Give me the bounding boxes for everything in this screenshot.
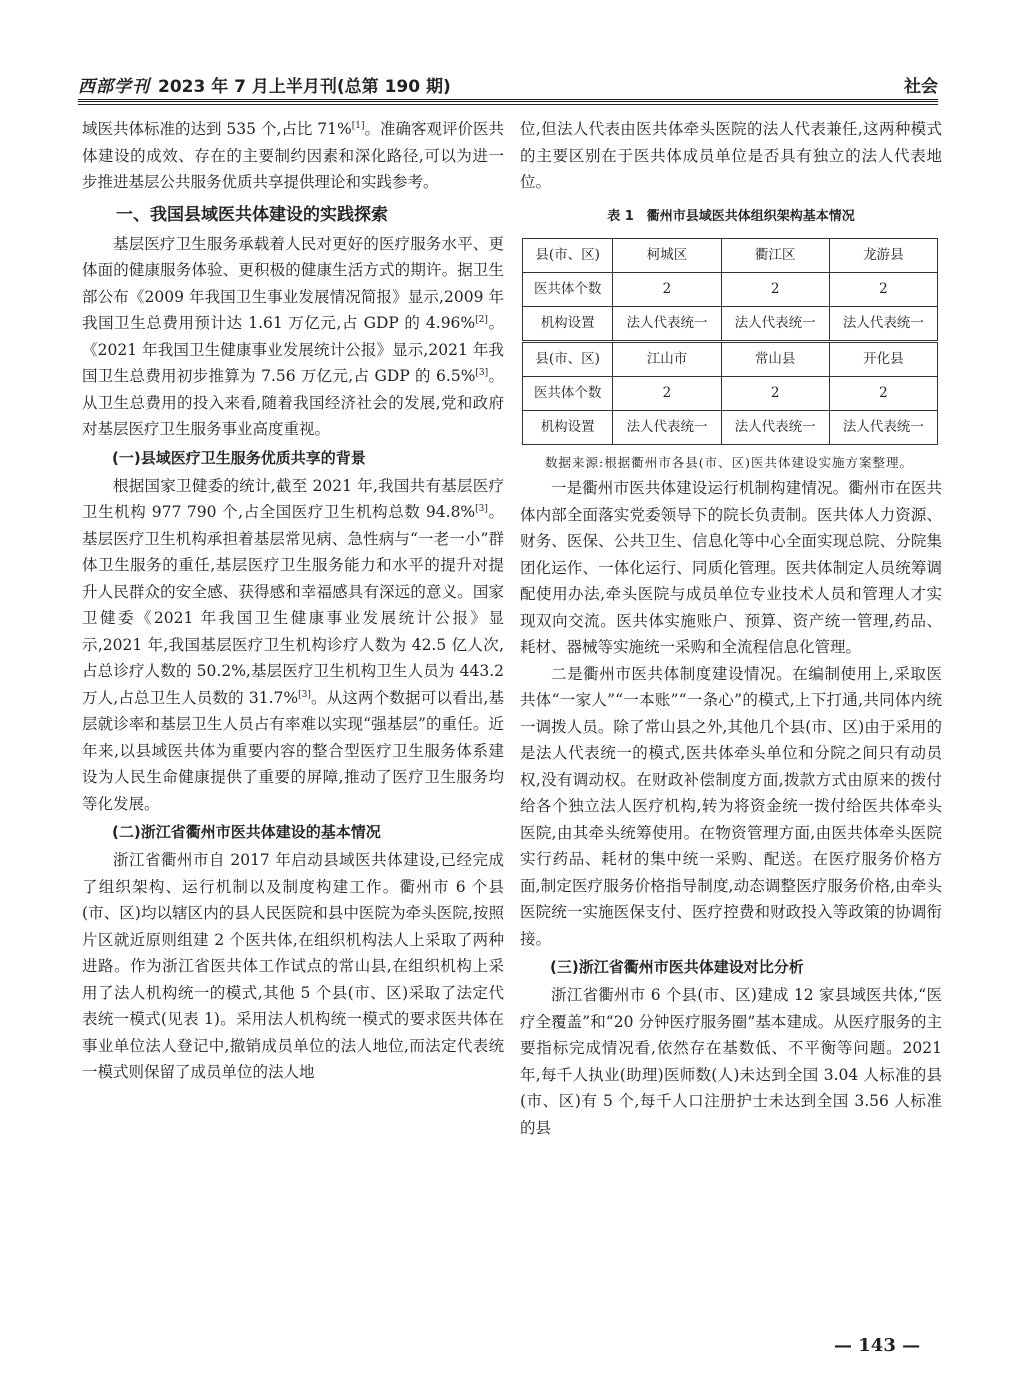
paragraph: 浙江省衢州市 6 个县(市、区)建成 12 家县域医共体,“医疗全覆盖”和“20 分钟医疗服务圈”基本建成。从医疗服务的主要指标完成情况看,依然存在基数低、不平衡等问题。2021 年,每千人执业(助理)医师数(人)未达到全国 3.04 人标准的县(市、区)有 5 个,每千人口注册护士未达到全国 3.56 人标准的县 bbox=[520, 986, 942, 1137]
right-column bbox=[520, 116, 942, 1141]
paragraph: 域医共体标准的达到 535 个,占比 71%[1]。准确客观评价医共体建设的成效、存在的主要制约因素和深化路径,可以为进一步推进基层公共服务优质共享提供理论和实践参考。 bbox=[82, 120, 505, 191]
table-row bbox=[523, 411, 938, 445]
data-table bbox=[522, 238, 938, 445]
running-header bbox=[78, 70, 938, 100]
table-row bbox=[523, 377, 938, 411]
table-cell: 法人代表统一 bbox=[721, 307, 829, 342]
table-cell: 县(市、区) bbox=[523, 342, 613, 377]
table-cell: 柯城区 bbox=[613, 239, 721, 273]
journal-name: 西部学刊 bbox=[78, 77, 150, 97]
subsection-heading: (二)浙江省衢州市医共体建设的基本情况 bbox=[112, 823, 381, 841]
table-cell: 县(市、区) bbox=[523, 239, 613, 273]
left-column bbox=[82, 116, 504, 1086]
table-cell: 2 bbox=[613, 273, 721, 307]
table-cell: 医共体个数 bbox=[523, 377, 613, 411]
citation: [3] bbox=[475, 367, 489, 378]
table-cell: 机构设置 bbox=[523, 411, 613, 445]
table-cell: 2 bbox=[721, 273, 829, 307]
table-cell: 2 bbox=[613, 377, 721, 411]
subsection-heading: (一)县域医疗卫生服务优质共享的背景 bbox=[112, 448, 366, 467]
paragraph: 位,但法人代表由医共体牵头医院的法人代表兼任,这两种模式的主要区别在于医共体成员单位是否具有独立的法人代表地位。 bbox=[520, 120, 942, 191]
table-source-note: 数据来源:根据衢州市各县(市、区)医共体建设实施方案整理。 bbox=[545, 455, 913, 470]
table-cell: 法人代表统一 bbox=[829, 307, 937, 342]
table-caption: 表 1 衢州市县域医共体组织架构基本情况 bbox=[607, 208, 855, 224]
table-row bbox=[523, 239, 938, 273]
header-rule bbox=[78, 99, 938, 105]
paragraph: 基层医疗卫生服务承载着人民对更好的医疗服务水平、更体面的健康服务体验、更积极的健康生活方式的期许。据卫生部公布《2009 年我国卫生事业发展情况简报》显示,2009 年我国卫生总费用预计达 1.61 万亿元,占 GDP 的 4.96%[2]。《2021 年我国卫生健康事业发展统计公报》显示,2021 年我国卫生总费用初步推算为 7.56 万亿元,占 GDP 的 6.5%[3]。从卫生总费用的投入来看,随着我国经济社会的发展,党和政府对基层医疗卫生服务事业高度重视。 bbox=[82, 234, 504, 438]
page-number: — 143 — bbox=[834, 1335, 921, 1356]
table-cell: 法人代表统一 bbox=[721, 411, 829, 445]
paragraph: 一是衢州市医共体建设运行机制构建情况。衢州市在医共体内部全面落实党委领导下的院长负责制。医共体人力资源、财务、医保、公共卫生、信息化等中心全面实现总院、分院集团化运作、一体化运行、同质化管理。医共体制定人员统筹调配使用办法,牵头医院与成员单位专业技术人员和管理人才实现双向交流。医共体实施账户、预算、资产统一管理,药品、耗材、器械等实施统一采购和全流程信息化管理。 bbox=[520, 479, 942, 656]
table-cell: 江山市 bbox=[613, 342, 721, 377]
citation: [1] bbox=[351, 120, 365, 131]
section-heading: 一、我国县域医共体建设的实践探索 bbox=[116, 204, 388, 225]
table-cell: 开化县 bbox=[829, 342, 937, 377]
table-cell: 衢江区 bbox=[721, 239, 829, 273]
issue-info: 2023 年 7 月上半月刊(总第 190 期) bbox=[158, 77, 451, 97]
table-cell: 常山县 bbox=[721, 342, 829, 377]
citation: [2] bbox=[475, 314, 488, 325]
table-row bbox=[523, 342, 938, 377]
table-cell: 法人代表统一 bbox=[829, 411, 937, 445]
citation: [3] bbox=[475, 503, 488, 514]
table-cell: 龙游县 bbox=[829, 239, 937, 273]
citation: [3] bbox=[298, 689, 311, 700]
paragraph: 二是衢州市医共体制度建设情况。在编制使用上,采取医共体“一家人”“一本账”“一条心”的模式,上下打通,共同体内统一调拨人员。除了常山县之外,其他几个县(市、区)由于采用的是法人代表统一的模式,医共体牵头单位和分院之间只有动员权,没有调动权。在财政补偿制度方面,拨款方式由原来的拨付给各个独立法人医疗机构,转为将资金统一拨付给医共体牵头医院,由其牵头统筹使用。在物资管理方面,由医共体牵头医院实行药品、耗材的集中统一采购、配送。在医疗服务价格方面,制定医疗服务价格指导制度,动态调整医疗服务价格,由牵头医院统一实施医保支付、医疗控费和财政投入等政策的协调衔接。 bbox=[520, 664, 942, 948]
subsection-heading: (三)浙江省衢州市医共体建设对比分析 bbox=[550, 958, 804, 976]
table-row bbox=[523, 273, 938, 307]
table-cell: 医共体个数 bbox=[523, 273, 613, 307]
table-cell: 法人代表统一 bbox=[613, 307, 721, 342]
table-cell: 法人代表统一 bbox=[613, 411, 721, 445]
table-cell: 2 bbox=[829, 377, 937, 411]
section-name: 社会 bbox=[904, 77, 938, 97]
table-cell: 2 bbox=[829, 273, 937, 307]
paragraph: 根据国家卫健委的统计,截至 2021 年,我国共有基层医疗卫生机构 977 790 个,占全国医疗卫生机构总数 94.8%[3]。基层医疗卫生机构承担着基层常见病、急性病与“一老一小”群体卫生服务的重任,基层医疗卫生服务能力和水平的提升对提升人民群众的安全感、获得感和幸福感具有深远的意义。国家卫健委《2021 年我国卫生健康事业发展统计公报》显示,2021 年,我国基层医疗卫生机构诊疗人数为 42.5 亿人次,占总诊疗人数的 50.2%,基层医疗卫生机构卫生人员为 443.2 万人,占总卫生人员数的 31.7%[3]。从这两个数据可以看出,基层就诊率和基层卫生人员占有率难以实现“强基层”的重任。近年来,以县域医共体为重要内容的整合型医疗卫生服务体系建设为人民生命健康提供了重要的屏障,推动了医疗卫生服务均等化发展。 bbox=[82, 476, 504, 813]
paragraph: 浙江省衢州市自 2017 年启动县域医共体建设,已经完成了组织架构、运行机制以及制度构建工作。衢州市 6 个县(市、区)均以辖区内的县人民医院和县中医院为牵头医院,按照片区就近原则组建 2 个医共体,在组织机构法人上采取了两种进路。作为浙江省医共体工作试点的常山县,在组织机构上采用了法人机构统一的模式,其他 5 个县(市、区)采取了法定代表统一模式(见表 1)。采用法人机构统一模式的要求医共体在事业单位法人登记中,撤销成员单位的法人地位,而法定代表统一模式则保留了成员单位的法人地 bbox=[82, 851, 504, 1081]
table-row bbox=[523, 307, 938, 342]
table-cell: 2 bbox=[721, 377, 829, 411]
table-cell: 机构设置 bbox=[523, 307, 613, 342]
